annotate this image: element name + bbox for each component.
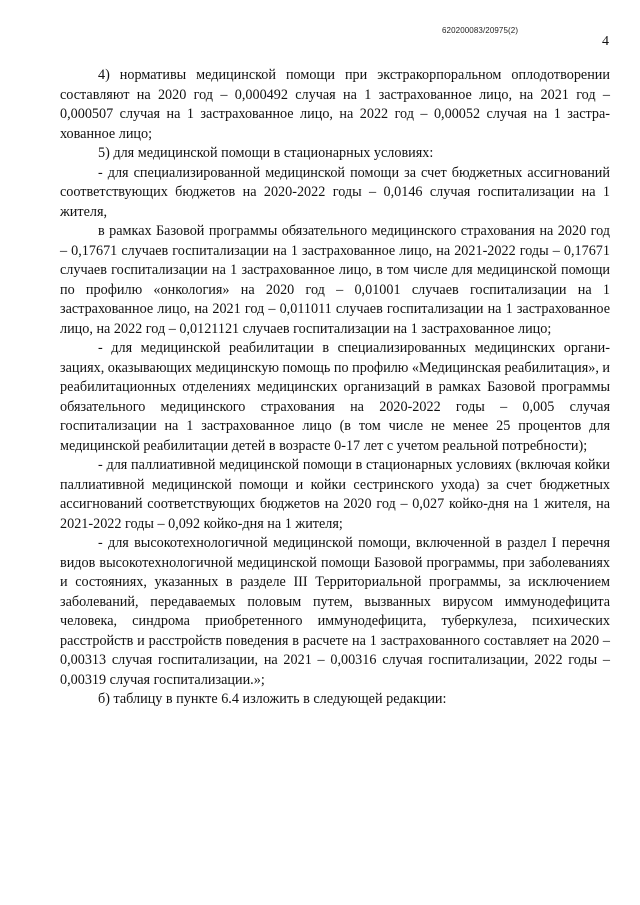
page-number: 4 bbox=[602, 34, 609, 49]
paragraph-specialized-care: - для специализированной медицинской помощи за счет бюджетных ассигнований соответствующих бюджетов на 2020-2022 годы – 0,0146 случая госпитализации на 1 жителя, bbox=[60, 164, 610, 220]
paragraph-palliative-care: - для паллиативной медицинской помощи в стационарных условиях (включая койки паллиативной медицинской помощи и койки сестринского ухода) за счет бюджетных ассигнований соответствующих бюджетов на 2020 год – 0,027 койко-дня на 1 жителя, на 2021-2022 годы – 0,092 койко-дня на 1 жителя; bbox=[60, 457, 610, 532]
paragraph-inpatient-heading: 5) для медицинской помощи в стационарных условиях: bbox=[98, 145, 434, 161]
document-registration-code: 620200083/20975(2) bbox=[442, 26, 519, 35]
paragraph-table-amendment: б) таблицу в пункте 6.4 изложить в следующей редакции: bbox=[98, 691, 447, 707]
document-body bbox=[60, 66, 610, 710]
paragraph-high-tech-care: - для высокотехнологичной медицинской помощи, включенной в раздел I перечня видов высокотехнологичной медицинской помощи Базовой программы, при заболеваниях и состояниях, указанных в разделе III Территориальной программы, за исключением заболеваний, передаваемых половым путем, вызванных вирусом иммунодефицита человека, синдрома приобретенного иммунодефицита, туберкулеза, психических расстройств и расстройств поведения в расчете на 1 застрахованного составляет на 2020 – 0,00313 случая госпитализации, на 2021 – 0,00316 случая госпитализации, 2022 годы – 0,00319 случая госпитализации.»; bbox=[60, 535, 610, 688]
paragraph-medical-rehabilitation: - для медицинской реабилитации в специализированных медицинских организациях, оказывающих медицинскую помощь по профилю «Медицинская реабилитация», и реабилитационных отделениях медицинских организаций в рамках Базовой программы обязательного медицинского страхования на 2020-2022 годы – 0,005 случая госпитализации на 1 застрахованное лицо (в том числе не менее 25 процентов для медицинской реабилитации детей в возрасте 0-17 лет с учетом реальной потребности); bbox=[60, 340, 610, 454]
paragraph-ivf-norms: 4) нормативы медицинской помощи при экстракорпоральном оплодотворении составляют на 2020 год – 0,000492 случая на 1 застрахованное лицо, на 2021 год – 0,000507 случая на 1 застрахованное лицо, на 2022 год – 0,00052 случая на 1 застрахованное лицо; bbox=[60, 67, 610, 142]
paragraph-basic-insurance-program: в рамках Базовой программы обязательного медицинского страхования на 2020 год – 0,17671 случаев госпитализации на 1 застрахованное лицо, на 2021-2022 годы – 0,17671 случаев госпитализации на 1 застрахованное лицо, в том числе для медицинской помощи по профилю «онкология» на 2020 год – 0,01001 случаев госпитализации на 1 застрахованное лицо, на 2021 год – 0,011011 случаев госпитализации на 1 застрахованное лицо, на 2022 год – 0,0121121 случаев госпитализации на 1 застрахованное лицо; bbox=[60, 223, 610, 337]
